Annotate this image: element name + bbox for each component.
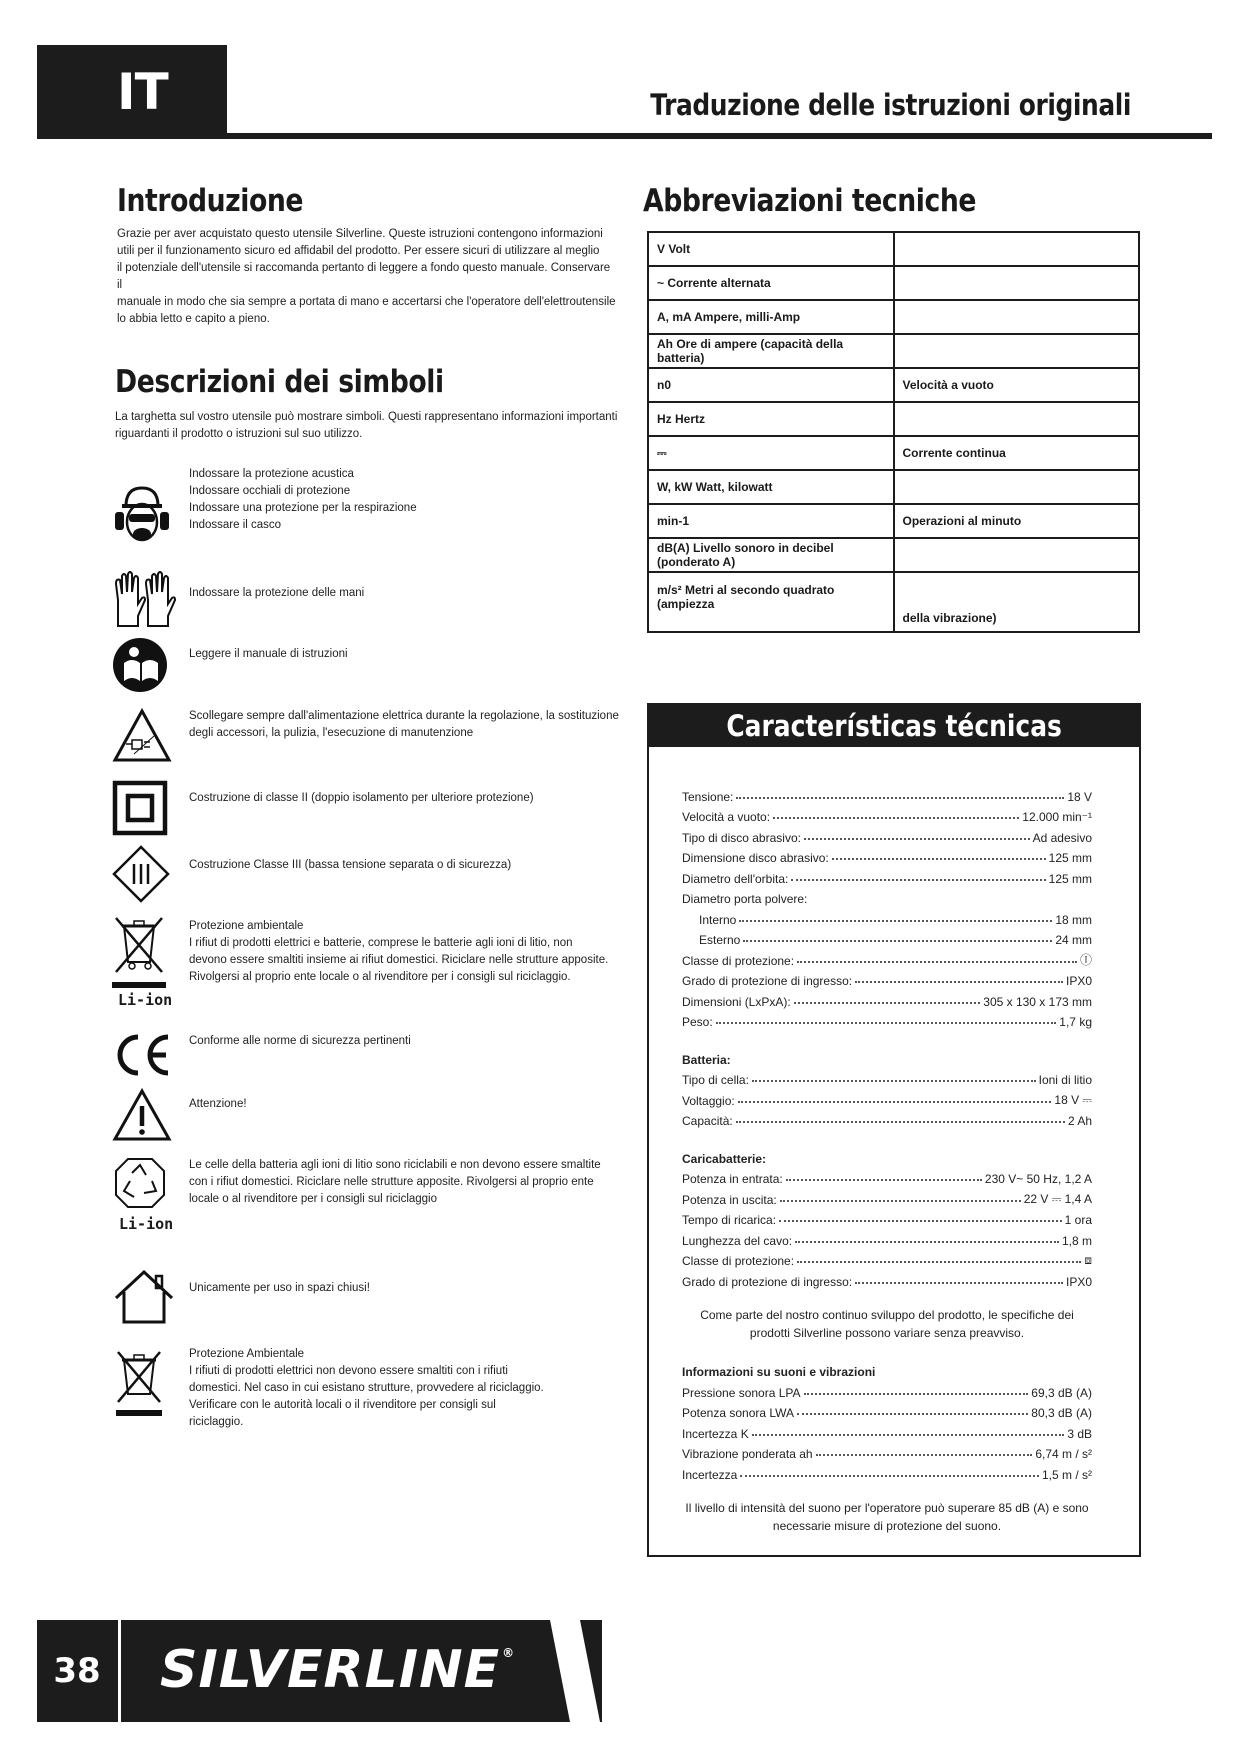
spec-row [682, 1441, 1092, 1462]
spec-section-title: Informazioni su suoni e vibrazioni [682, 1365, 876, 1379]
ppe-head-icon [112, 484, 172, 554]
indoor-use-icon [112, 1268, 176, 1326]
intro-line: lo abbia letto e capito a pieno. [117, 313, 270, 325]
table-row [648, 538, 1139, 572]
symbol-text [189, 857, 629, 874]
spec-row [682, 1420, 1092, 1441]
spec-row [682, 1166, 1092, 1187]
spec-value: 125 mm [1048, 851, 1092, 865]
symbol-text [189, 1280, 629, 1297]
spec-leader-dots [736, 1121, 1065, 1123]
symbol-text [189, 646, 629, 663]
spec-section-title: Batteria: [682, 1052, 731, 1067]
weee-bar [116, 1410, 162, 1416]
symbol-line: I rifiut di prodotti elettrici e batterie, comprese le batterie agli ioni di litio, non [189, 937, 573, 949]
abbr-term: A, mA Ampere, milli-Amp [648, 300, 894, 334]
symbol-line: riciclaggio. [189, 1416, 244, 1428]
brand-name: SILVERLINE [160, 1640, 501, 1700]
intro-line: utili per il funzionamento sicuro ed affidabil del prodotto. Per essere sicuri di utilizzare al meglio [117, 245, 600, 257]
warning-icon [112, 1088, 172, 1142]
spec-note-line: prodotti Silverline possono variare senza preavviso. [749, 1325, 1025, 1340]
spec-value: 80,3 dB (A) [1031, 1406, 1092, 1420]
spec-label: Peso: [682, 1015, 713, 1029]
spec-label: Dimensioni (LxPxA): [682, 994, 791, 1009]
spec-value: Ioni di litio [1038, 1073, 1092, 1087]
symbol-line: Scollegare sempre dall'alimentazione elettrica durante la regolazione, la sostituzione [189, 710, 619, 722]
symbol-line: Costruzione Classe III (bassa tensione separata o di sicurezza) [189, 859, 512, 871]
spec-row [682, 906, 1092, 927]
spec-note-line: Il livello di intensità del suono per l'operatore può superare 85 dB (A) e sono [685, 1500, 1089, 1515]
symbols-intro [115, 409, 625, 443]
symbol-line: degli accessori, la pulizia, l'esecuzione di manutenzione [189, 727, 474, 739]
symbol-row-battery-recycle [112, 1155, 612, 1233]
spec-row [682, 804, 1092, 825]
symbol-line: devono essere smaltiti insieme ai rifiut domestici. Riciclare nelle strutture apposite. [189, 954, 609, 966]
spec-row [682, 824, 1092, 845]
spec-gap [682, 1289, 1092, 1306]
spec-leader-dots [832, 858, 1046, 860]
table-row [648, 232, 1139, 266]
spec-row [682, 1461, 1092, 1482]
spec-label: Velocità a vuoto: [682, 810, 771, 824]
spec-value: 1 ora [1064, 1213, 1092, 1227]
page-number: 38 [53, 1651, 101, 1691]
symbol-line: Indossare il casco [189, 519, 282, 531]
symbol-line: Conforme alle norme di sicurezza pertinenti [189, 1035, 411, 1047]
symbol-line: Indossare una protezione per la respirazione [189, 502, 417, 514]
spec-row [682, 1067, 1092, 1088]
spec-value: 1,8 m [1061, 1233, 1092, 1248]
symbol-text [189, 585, 629, 602]
spec-note-line: necessarie misure di protezione del suono. [772, 1518, 1002, 1533]
spec-label: Lunghezza del cavo: [682, 1233, 793, 1248]
spec-leader-dots [738, 1101, 1052, 1103]
abbr-term: m/s² Metri al secondo quadrato (ampiezza [648, 572, 894, 632]
table-row [648, 334, 1139, 368]
symbol-line: Indossare la protezione delle mani [189, 587, 365, 599]
spec-label: Tipo di disco abrasivo: [682, 830, 801, 845]
symbol-line: locale o al rivenditore per i consigli sul riciclaggio [189, 1193, 438, 1205]
spec-value: ⧈ [1084, 1253, 1092, 1267]
ce-mark-icon [112, 1032, 172, 1078]
abbreviations-title: Abbreviazioni tecniche [643, 183, 977, 219]
spec-section-title: Caricabatterie: [682, 1151, 767, 1166]
abbr-term: Ah Ore di ampere (capacità della batteria) [648, 334, 894, 368]
spec-row [682, 1379, 1092, 1400]
spec-label: Vibrazione ponderata ah [682, 1447, 813, 1461]
battery-recycle-icon [112, 1155, 168, 1213]
li-ion-label: Li-ion [119, 1215, 174, 1233]
spec-label: Voltaggio: [682, 1093, 735, 1108]
language-tab [37, 45, 227, 138]
spec-row [682, 1207, 1092, 1228]
symbol-line: Unicamente per uso in spazi chiusi! [189, 1282, 370, 1294]
spec-leader-dots [804, 838, 1030, 840]
abbr-term: n0 [648, 368, 894, 402]
spec-value: 3 dB [1067, 1426, 1092, 1441]
spec-row [682, 968, 1092, 989]
class-ii-icon [112, 780, 168, 836]
symbol-text [189, 1096, 629, 1113]
abbr-meaning: Velocità a vuoto [894, 368, 1140, 402]
spec-leader-dots [743, 940, 1052, 942]
spec-label: Incertezza K [682, 1426, 749, 1441]
symbol-line: Indossare la protezione acustica [189, 468, 354, 480]
abbr-meaning [894, 470, 1140, 504]
spec-gap [682, 1128, 1092, 1145]
spec-row [682, 1248, 1092, 1269]
abbr-meaning: Operazioni al minuto [894, 504, 1140, 538]
table-row [648, 572, 1139, 632]
table-row [648, 402, 1139, 436]
header-rule [37, 133, 1212, 139]
spec-value: IPX0 [1065, 1274, 1092, 1289]
weee-bar [112, 982, 166, 988]
spec-note [682, 1306, 1092, 1342]
spec-value: 125 mm [1048, 871, 1092, 886]
abbr-term: ⎓ [648, 436, 894, 470]
spec-row [682, 927, 1092, 948]
language-code: IT [117, 62, 168, 121]
spec-row [682, 783, 1092, 804]
spec-value: 305 x 130 x 173 mm [983, 994, 1092, 1009]
weee-li-ion-icon [112, 916, 166, 978]
spec-label: Interno [699, 912, 737, 927]
spec-label: Tensione: [682, 789, 734, 804]
spec-leader-dots [804, 1393, 1029, 1395]
symbol-line: Verificare con le autorità locali o il rivenditore per consigli sul [189, 1399, 496, 1411]
symbol-line: Protezione ambientale [189, 920, 304, 932]
abbr-meaning: Corrente continua [894, 436, 1140, 470]
abbr-term: ~ Corrente alternata [648, 266, 894, 300]
spec-leader-dots [736, 797, 1064, 799]
intro-line: il potenziale dell'utensile si raccomanda pertanto di leggere a fondo questo manuale. Conservare il [117, 262, 611, 291]
spec-row [682, 1108, 1092, 1129]
page-header-title: Traduzione delle istruzioni originali [650, 88, 1131, 122]
spec-label: Diametro porta polvere: [682, 892, 808, 906]
spec-label: Potenza in uscita: [682, 1192, 777, 1207]
spec-leader-dots [794, 1002, 981, 1004]
weee-bin-icon [112, 1350, 166, 1406]
symbol-row-class-iii [112, 845, 612, 905]
symbol-text [189, 1033, 629, 1050]
abbr-meaning [894, 300, 1140, 334]
spec-row [682, 1268, 1092, 1289]
symbol-row-weee-li-ion [112, 916, 612, 1009]
spec-leader-dots [779, 1220, 1062, 1222]
symbol-line: Le celle della batteria agli ioni di litio sono riciclabili e non devono essere smaltite [189, 1159, 601, 1171]
symbol-line: I rifiuti di prodotti elettrici non devono essere smaltiti con i rifiuti [189, 1365, 508, 1377]
spec-leader-dots [780, 1200, 1021, 1202]
symbol-text [189, 1157, 629, 1208]
specifications-panel [647, 703, 1141, 1557]
spec-row [682, 1400, 1092, 1421]
spec-label: Incertezza [682, 1467, 738, 1482]
spec-row [682, 1227, 1092, 1248]
spec-row [682, 886, 1092, 907]
spec-label: Diametro dell'orbita: [682, 871, 789, 886]
li-ion-label: Li-ion [118, 991, 173, 1009]
spec-value: 1,7 kg [1059, 1015, 1092, 1029]
specifications-title: Características técnicas [726, 709, 1062, 743]
abbr-meaning [894, 232, 1140, 266]
symbol-row-manual [112, 637, 612, 697]
abbr-term: V Volt [648, 232, 894, 266]
abbr-meaning [894, 266, 1140, 300]
intro-title: Introduzione [117, 183, 304, 219]
spec-leader-dots [773, 817, 1019, 819]
spec-value: 1,5 m / s² [1041, 1467, 1092, 1482]
spec-value: 6,74 m / s² [1035, 1447, 1092, 1461]
spec-value: Ⓘ [1079, 952, 1092, 967]
intro-line: manuale in modo che sia sempre a portata di mano e accertarsi che l'operatore dell'elettroutensile [117, 296, 616, 308]
spec-value: 18 V ⎓ [1054, 1092, 1092, 1107]
symbol-row-unplug [112, 708, 619, 768]
spec-leader-dots [791, 879, 1045, 881]
spec-value: 69,3 dB (A) [1031, 1385, 1092, 1400]
spec-row [682, 1087, 1092, 1108]
symbol-text [189, 790, 629, 807]
spec-leader-dots [740, 1475, 1039, 1477]
spec-label: Potenza sonora LWA [682, 1406, 795, 1420]
spec-row [682, 988, 1092, 1009]
symbol-row-weee [112, 1346, 612, 1428]
abbr-term: dB(A) Livello sonoro in decibel (ponderato A) [648, 538, 894, 572]
spec-value: IPX0 [1065, 974, 1092, 988]
table-row [648, 368, 1139, 402]
table-row [648, 300, 1139, 334]
symbol-text [189, 466, 629, 534]
symbols-title: Descrizioni dei simboli [115, 364, 444, 400]
symbol-line: Leggere il manuale di istruzioni [189, 648, 348, 660]
abbr-meaning [894, 538, 1140, 572]
spec-label: Dimensione disco abrasivo: [682, 851, 829, 865]
symbol-row-warning [112, 1088, 612, 1148]
symbol-row-class-ii [112, 780, 612, 840]
unplug-warning-icon [112, 708, 172, 764]
spec-label: Grado di protezione di ingresso: [682, 1274, 853, 1289]
table-row [648, 266, 1139, 300]
symbol-line: Protezione Ambientale [189, 1348, 305, 1360]
symbol-text [189, 708, 629, 742]
spec-gap [682, 1342, 1092, 1359]
spec-leader-dots [786, 1179, 982, 1181]
symbols-intro-line: riguardanti il prodotto o istruzioni sul suo utilizzo. [115, 428, 363, 440]
spec-leader-dots [816, 1454, 1033, 1456]
spec-label: Tempo di ricarica: [682, 1213, 777, 1227]
symbol-row-ce [112, 1032, 612, 1092]
symbol-row-ppe [112, 466, 612, 531]
spec-leader-dots [855, 1282, 1063, 1284]
abbr-meaning: della vibrazione) [894, 572, 1140, 632]
spec-value: 12.000 min⁻¹ [1022, 810, 1092, 824]
footer-slash-decoration [540, 1620, 1240, 1722]
gloves-icon [112, 570, 176, 630]
spec-row [682, 845, 1092, 866]
spec-label: Tipo di cella: [682, 1073, 749, 1087]
abbr-term: Hz Hertz [648, 402, 894, 436]
symbol-line: Rivolgersi al proprio ente locale o al rivenditore per i consigli sul riciclaggio. [189, 971, 571, 983]
spec-label: Grado di protezione di ingresso: [682, 974, 853, 988]
intro-line: Grazie per aver acquistato questo utensile Silverline. Queste istruzioni contengono informazioni [117, 228, 603, 240]
spec-row [682, 1186, 1092, 1207]
symbols-intro-line: La targhetta sul vostro utensile può mostrare simboli. Questi rappresentano informazioni importanti [115, 411, 618, 423]
symbol-line: con i rifiut domestici. Riciclare nelle strutture apposite. Rivolgersi al proprio ente [189, 1176, 594, 1188]
spec-label: Potenza in entrata: [682, 1172, 783, 1186]
spec-row [682, 865, 1092, 886]
registered-mark: ® [502, 1646, 516, 1660]
spec-gap [682, 1029, 1092, 1046]
symbol-row-indoor [112, 1268, 612, 1328]
spec-leader-dots [855, 981, 1063, 983]
abbr-term: W, kW Watt, kilowatt [648, 470, 894, 504]
table-row [648, 504, 1139, 538]
symbol-line: domestici. Nel caso in cui esistano strutture, provvedere al riciclaggio. [189, 1382, 544, 1394]
spec-label: Pressione sonora LPA [682, 1385, 801, 1400]
spec-leader-dots [716, 1022, 1057, 1024]
spec-leader-dots [752, 1434, 1065, 1436]
spec-label: Capacità: [682, 1114, 733, 1128]
intro-text [117, 226, 617, 328]
spec-leader-dots [752, 1080, 1036, 1082]
symbol-text [189, 1346, 629, 1431]
symbol-text [189, 918, 629, 986]
spec-label: Classe di protezione: [682, 1254, 795, 1268]
abbreviations-table [647, 231, 1140, 633]
symbol-line: Costruzione di classe II (doppio isolamento per ulteriore protezione) [189, 792, 534, 804]
spec-gap [682, 1482, 1092, 1499]
table-row [648, 470, 1139, 504]
spec-value: 18 mm [1055, 912, 1092, 927]
read-manual-icon [112, 637, 168, 693]
spec-value: 24 mm [1055, 933, 1092, 947]
spec-value: 18 V [1067, 789, 1092, 804]
spec-row [682, 947, 1092, 968]
symbol-line: Attenzione! [189, 1098, 247, 1110]
spec-leader-dots [797, 961, 1077, 963]
footer-divider [118, 1620, 121, 1722]
symbol-row-gloves [112, 574, 612, 634]
spec-value: 22 V ⎓ 1,4 A [1023, 1191, 1092, 1206]
spec-leader-dots [797, 1261, 1081, 1263]
abbr-meaning [894, 334, 1140, 368]
spec-leader-dots [797, 1413, 1028, 1415]
spec-label: Esterno [699, 933, 741, 947]
class-iii-icon [112, 845, 170, 903]
spec-note-line: Come parte del nostro continuo sviluppo del prodotto, le specifiche dei [700, 1307, 1074, 1322]
specifications-header [649, 705, 1139, 747]
spec-value: 2 Ah [1067, 1114, 1092, 1128]
abbr-term: min-1 [648, 504, 894, 538]
spec-value: 230 V~ 50 Hz, 1,2 A [984, 1172, 1092, 1186]
spec-value: Ad adesivo [1032, 830, 1092, 845]
spec-note [682, 1499, 1092, 1535]
table-row [648, 436, 1139, 470]
abbr-meaning [894, 402, 1140, 436]
specifications-list [682, 783, 1092, 1535]
spec-label: Classe di protezione: [682, 953, 795, 968]
symbol-line: Indossare occhiali di protezione [189, 485, 351, 497]
brand-logo [160, 1640, 515, 1700]
spec-leader-dots [739, 920, 1052, 922]
spec-leader-dots [795, 1241, 1059, 1243]
spec-row [682, 1009, 1092, 1030]
